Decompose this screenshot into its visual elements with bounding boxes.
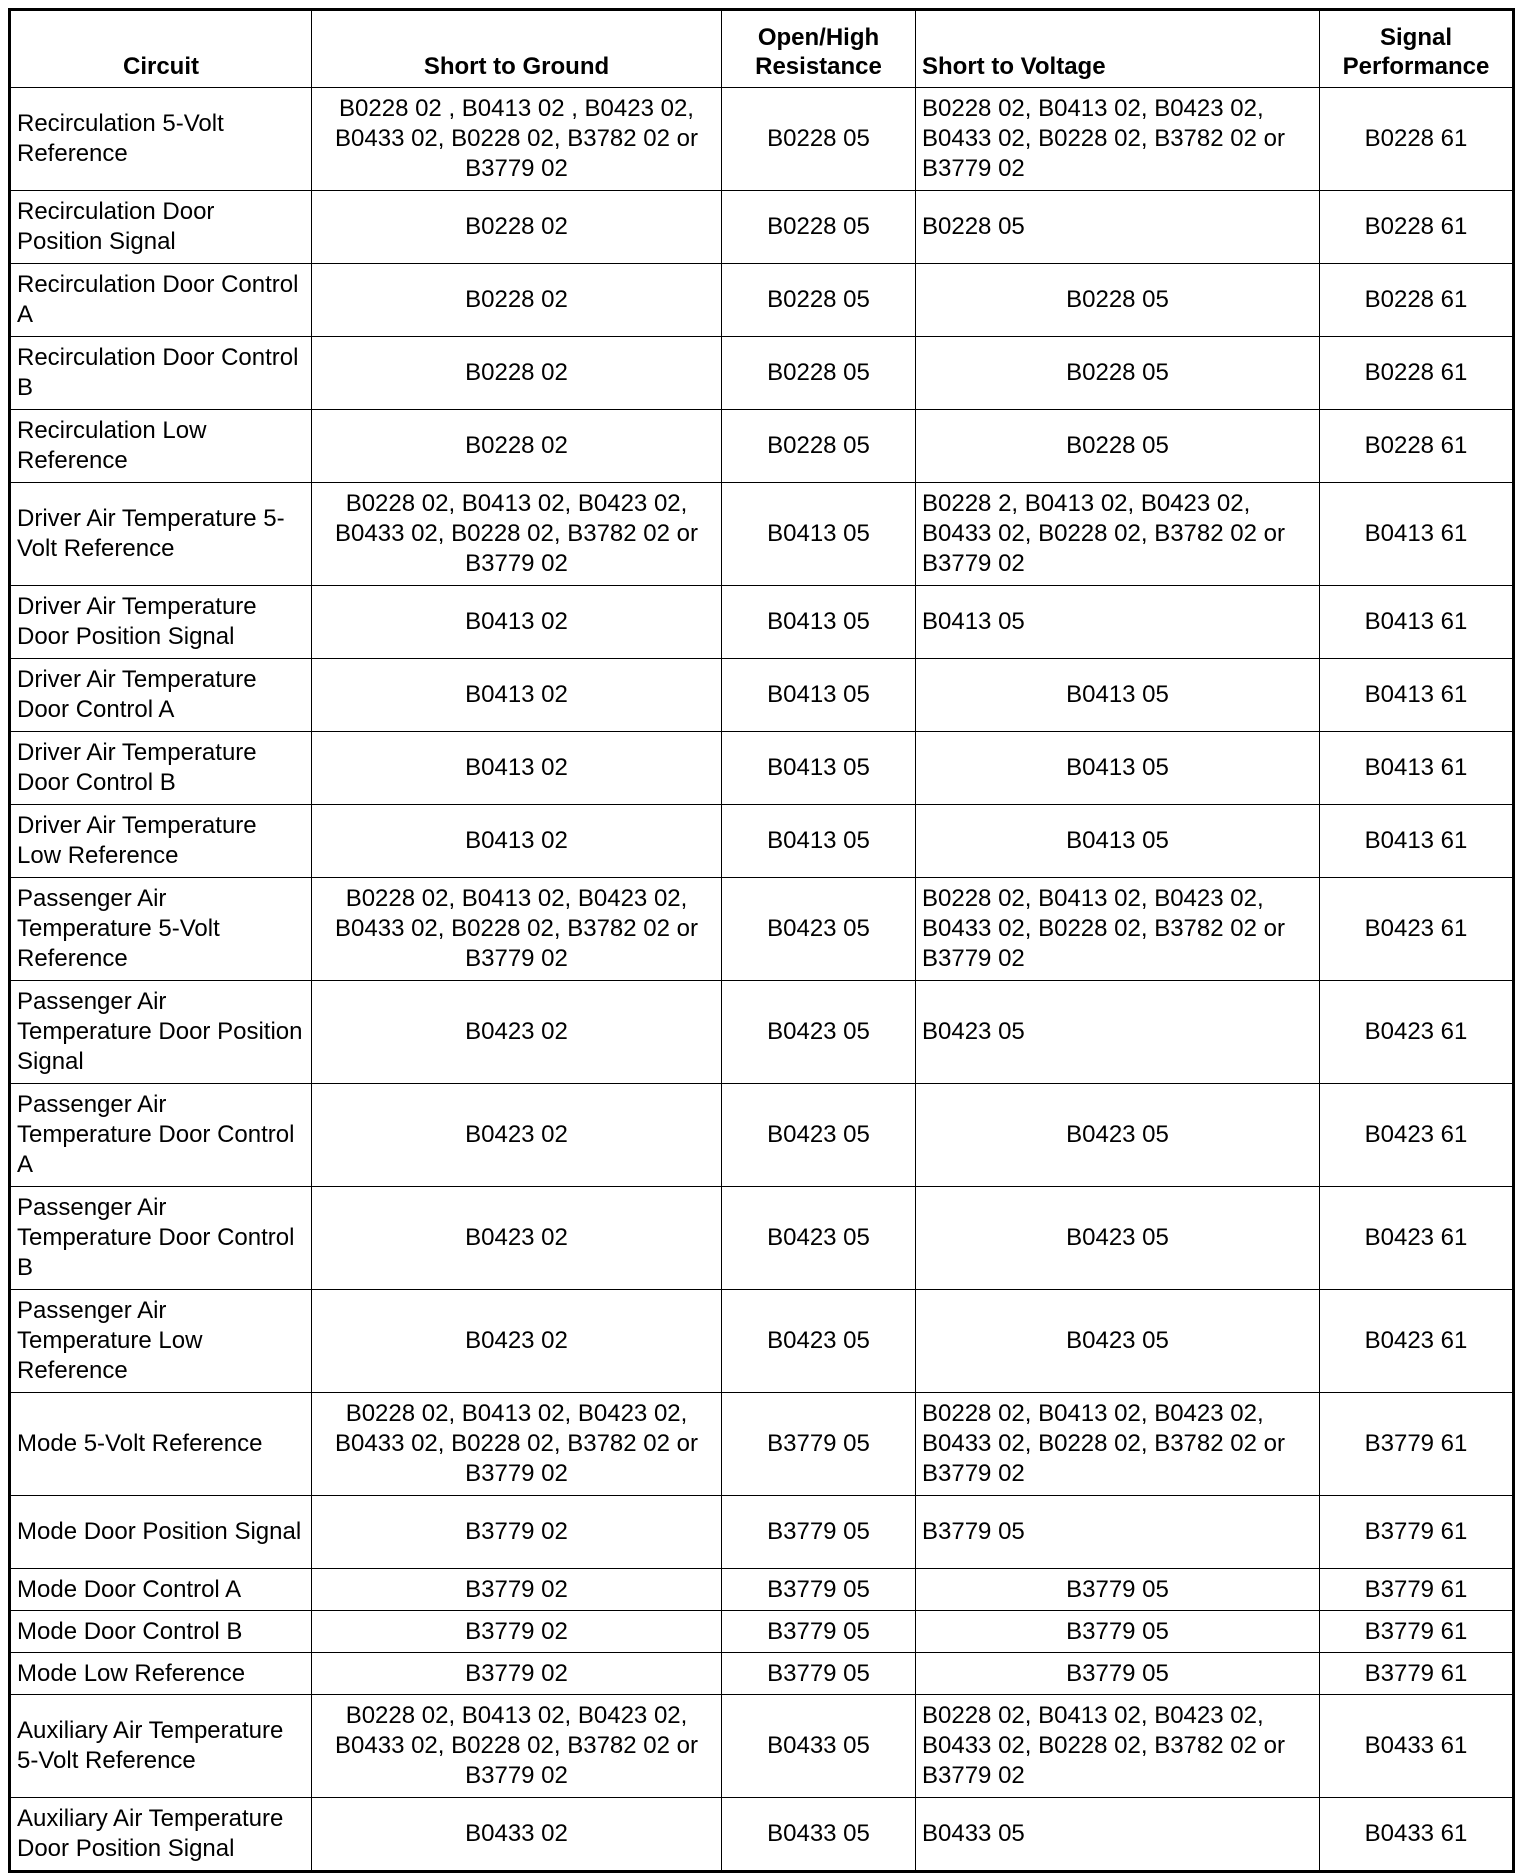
cell-signal-performance: B0228 61 — [1320, 88, 1514, 191]
table-row — [10, 659, 1514, 732]
cell-open-high-resistance: B3779 05 — [722, 1569, 916, 1611]
cell-short-to-voltage: B0433 05 — [916, 1798, 1320, 1872]
cell-signal-performance: B3779 61 — [1320, 1569, 1514, 1611]
cell-short-to-ground: B0228 02, B0413 02, B0423 02, B0433 02, B0228 02, B3782 02 or B3779 02 — [312, 1695, 722, 1798]
table-row — [10, 732, 1514, 805]
cell-short-to-voltage: B3779 05 — [916, 1496, 1320, 1569]
cell-signal-performance: B0433 61 — [1320, 1695, 1514, 1798]
table-row — [10, 1611, 1514, 1653]
cell-circuit: Passenger Air Temperature Door Control A — [10, 1084, 312, 1187]
cell-short-to-voltage: B0228 05 — [916, 191, 1320, 264]
cell-circuit: Passenger Air Temperature Door Position Signal — [10, 981, 312, 1084]
cell-circuit: Recirculation Low Reference — [10, 410, 312, 483]
cell-signal-performance: B3779 61 — [1320, 1393, 1514, 1496]
cell-short-to-voltage: B0228 02, B0413 02, B0423 02, B0433 02, B0228 02, B3782 02 or B3779 02 — [916, 878, 1320, 981]
cell-short-to-ground: B0228 02 — [312, 191, 722, 264]
cell-short-to-ground: B0423 02 — [312, 981, 722, 1084]
table-row — [10, 264, 1514, 337]
cell-open-high-resistance: B3779 05 — [722, 1393, 916, 1496]
cell-signal-performance: B0228 61 — [1320, 337, 1514, 410]
cell-open-high-resistance: B0413 05 — [722, 586, 916, 659]
cell-short-to-ground: B0413 02 — [312, 805, 722, 878]
cell-open-high-resistance: B0228 05 — [722, 264, 916, 337]
table-row — [10, 191, 1514, 264]
cell-short-to-ground: B3779 02 — [312, 1496, 722, 1569]
cell-short-to-ground: B0423 02 — [312, 1187, 722, 1290]
cell-signal-performance: B0423 61 — [1320, 1084, 1514, 1187]
cell-short-to-ground: B0228 02 — [312, 264, 722, 337]
cell-circuit: Mode Low Reference — [10, 1653, 312, 1695]
cell-open-high-resistance: B3779 05 — [722, 1496, 916, 1569]
column-header-short-to-voltage: Short to Voltage — [916, 10, 1320, 88]
cell-open-high-resistance: B0413 05 — [722, 659, 916, 732]
cell-short-to-voltage: B0228 02, B0413 02, B0423 02, B0433 02, B0228 02, B3782 02 or B3779 02 — [916, 88, 1320, 191]
cell-short-to-ground: B3779 02 — [312, 1653, 722, 1695]
cell-open-high-resistance: B0228 05 — [722, 337, 916, 410]
cell-short-to-ground: B0413 02 — [312, 586, 722, 659]
table-row — [10, 1798, 1514, 1872]
column-header-signal-performance: Signal Performance — [1320, 10, 1514, 88]
table-row — [10, 1187, 1514, 1290]
table-row — [10, 878, 1514, 981]
cell-open-high-resistance: B0423 05 — [722, 1084, 916, 1187]
cell-signal-performance: B0413 61 — [1320, 483, 1514, 586]
cell-signal-performance: B0423 61 — [1320, 878, 1514, 981]
column-header-circuit: Circuit — [10, 10, 312, 88]
cell-signal-performance: B0413 61 — [1320, 586, 1514, 659]
cell-circuit: Mode Door Position Signal — [10, 1496, 312, 1569]
cell-signal-performance: B0413 61 — [1320, 732, 1514, 805]
table-row — [10, 1084, 1514, 1187]
cell-short-to-ground: B0228 02 , B0413 02 , B0423 02, B0433 02, B0228 02, B3782 02 or B3779 02 — [312, 88, 722, 191]
cell-signal-performance: B0228 61 — [1320, 410, 1514, 483]
cell-circuit: Driver Air Temperature Door Position Signal — [10, 586, 312, 659]
cell-short-to-ground: B0433 02 — [312, 1798, 722, 1872]
cell-circuit: Auxiliary Air Temperature Door Position Signal — [10, 1798, 312, 1872]
cell-open-high-resistance: B0413 05 — [722, 483, 916, 586]
table-row — [10, 981, 1514, 1084]
cell-open-high-resistance: B0228 05 — [722, 88, 916, 191]
cell-open-high-resistance: B0228 05 — [722, 191, 916, 264]
cell-circuit: Auxiliary Air Temperature 5-Volt Reference — [10, 1695, 312, 1798]
cell-open-high-resistance: B0228 05 — [722, 410, 916, 483]
table-row — [10, 1290, 1514, 1393]
cell-short-to-ground: B0413 02 — [312, 659, 722, 732]
cell-circuit: Recirculation Door Control A — [10, 264, 312, 337]
cell-short-to-voltage: B0228 02, B0413 02, B0423 02, B0433 02, B0228 02, B3782 02 or B3779 02 — [916, 1695, 1320, 1798]
table-row — [10, 337, 1514, 410]
cell-circuit: Mode 5-Volt Reference — [10, 1393, 312, 1496]
table-row — [10, 1496, 1514, 1569]
cell-short-to-ground: B0423 02 — [312, 1290, 722, 1393]
cell-signal-performance: B3779 61 — [1320, 1653, 1514, 1695]
cell-short-to-ground: B0228 02, B0413 02, B0423 02, B0433 02, B0228 02, B3782 02 or B3779 02 — [312, 878, 722, 981]
column-header-short-to-ground: Short to Ground — [312, 10, 722, 88]
cell-short-to-ground: B0228 02, B0413 02, B0423 02, B0433 02, B0228 02, B3782 02 or B3779 02 — [312, 483, 722, 586]
cell-circuit: Driver Air Temperature Low Reference — [10, 805, 312, 878]
cell-circuit: Recirculation Door Control B — [10, 337, 312, 410]
table-row — [10, 1653, 1514, 1695]
table-header-row — [10, 10, 1514, 88]
cell-open-high-resistance: B0423 05 — [722, 1290, 916, 1393]
table-row — [10, 88, 1514, 191]
cell-signal-performance: B0433 61 — [1320, 1798, 1514, 1872]
cell-short-to-ground: B3779 02 — [312, 1569, 722, 1611]
cell-signal-performance: B3779 61 — [1320, 1611, 1514, 1653]
cell-short-to-voltage: B0423 05 — [916, 981, 1320, 1084]
cell-short-to-voltage: B0423 05 — [916, 1290, 1320, 1393]
cell-signal-performance: B0423 61 — [1320, 981, 1514, 1084]
column-header-open-high-resistance: Open/High Resistance — [722, 10, 916, 88]
table-row — [10, 1569, 1514, 1611]
cell-open-high-resistance: B0423 05 — [722, 981, 916, 1084]
cell-short-to-voltage: B0228 02, B0413 02, B0423 02, B0433 02, B0228 02, B3782 02 or B3779 02 — [916, 1393, 1320, 1496]
cell-short-to-voltage: B0413 05 — [916, 732, 1320, 805]
cell-open-high-resistance: B0413 05 — [722, 805, 916, 878]
cell-open-high-resistance: B0423 05 — [722, 878, 916, 981]
cell-short-to-voltage: B0228 05 — [916, 410, 1320, 483]
cell-circuit: Mode Door Control A — [10, 1569, 312, 1611]
cell-signal-performance: B0423 61 — [1320, 1187, 1514, 1290]
cell-open-high-resistance: B3779 05 — [722, 1611, 916, 1653]
cell-short-to-voltage: B0423 05 — [916, 1187, 1320, 1290]
cell-open-high-resistance: B0413 05 — [722, 732, 916, 805]
cell-short-to-ground: B0228 02 — [312, 337, 722, 410]
cell-open-high-resistance: B0433 05 — [722, 1798, 916, 1872]
cell-short-to-voltage: B0228 2, B0413 02, B0423 02, B0433 02, B0228 02, B3782 02 or B3779 02 — [916, 483, 1320, 586]
table-row — [10, 483, 1514, 586]
cell-circuit: Recirculation 5-Volt Reference — [10, 88, 312, 191]
cell-circuit: Passenger Air Temperature 5-Volt Reference — [10, 878, 312, 981]
table-row — [10, 1695, 1514, 1798]
cell-short-to-voltage: B0228 05 — [916, 337, 1320, 410]
table-row — [10, 586, 1514, 659]
cell-circuit: Driver Air Temperature 5-Volt Reference — [10, 483, 312, 586]
cell-signal-performance: B0413 61 — [1320, 805, 1514, 878]
cell-circuit: Driver Air Temperature Door Control B — [10, 732, 312, 805]
cell-short-to-voltage: B0413 05 — [916, 805, 1320, 878]
cell-short-to-voltage: B0413 05 — [916, 586, 1320, 659]
cell-short-to-ground: B0423 02 — [312, 1084, 722, 1187]
cell-signal-performance: B3779 61 — [1320, 1496, 1514, 1569]
table-row — [10, 805, 1514, 878]
cell-open-high-resistance: B3779 05 — [722, 1653, 916, 1695]
cell-signal-performance: B0413 61 — [1320, 659, 1514, 732]
cell-circuit: Recirculation Door Position Signal — [10, 191, 312, 264]
cell-short-to-ground: B0228 02, B0413 02, B0423 02, B0433 02, B0228 02, B3782 02 or B3779 02 — [312, 1393, 722, 1496]
cell-short-to-voltage: B3779 05 — [916, 1653, 1320, 1695]
cell-short-to-voltage: B3779 05 — [916, 1611, 1320, 1653]
cell-signal-performance: B0228 61 — [1320, 264, 1514, 337]
cell-short-to-voltage: B3779 05 — [916, 1569, 1320, 1611]
cell-short-to-ground: B3779 02 — [312, 1611, 722, 1653]
cell-short-to-voltage: B0413 05 — [916, 659, 1320, 732]
cell-open-high-resistance: B0423 05 — [722, 1187, 916, 1290]
cell-signal-performance: B0423 61 — [1320, 1290, 1514, 1393]
cell-short-to-ground: B0413 02 — [312, 732, 722, 805]
cell-signal-performance: B0228 61 — [1320, 191, 1514, 264]
cell-circuit: Passenger Air Temperature Door Control B — [10, 1187, 312, 1290]
cell-circuit: Mode Door Control B — [10, 1611, 312, 1653]
cell-short-to-ground: B0228 02 — [312, 410, 722, 483]
cell-circuit: Passenger Air Temperature Low Reference — [10, 1290, 312, 1393]
table-body — [10, 88, 1514, 1872]
cell-short-to-voltage: B0228 05 — [916, 264, 1320, 337]
cell-open-high-resistance: B0433 05 — [722, 1695, 916, 1798]
table-row — [10, 410, 1514, 483]
cell-short-to-voltage: B0423 05 — [916, 1084, 1320, 1187]
dtc-circuit-table — [8, 8, 1515, 1873]
cell-circuit: Driver Air Temperature Door Control A — [10, 659, 312, 732]
table-row — [10, 1393, 1514, 1496]
